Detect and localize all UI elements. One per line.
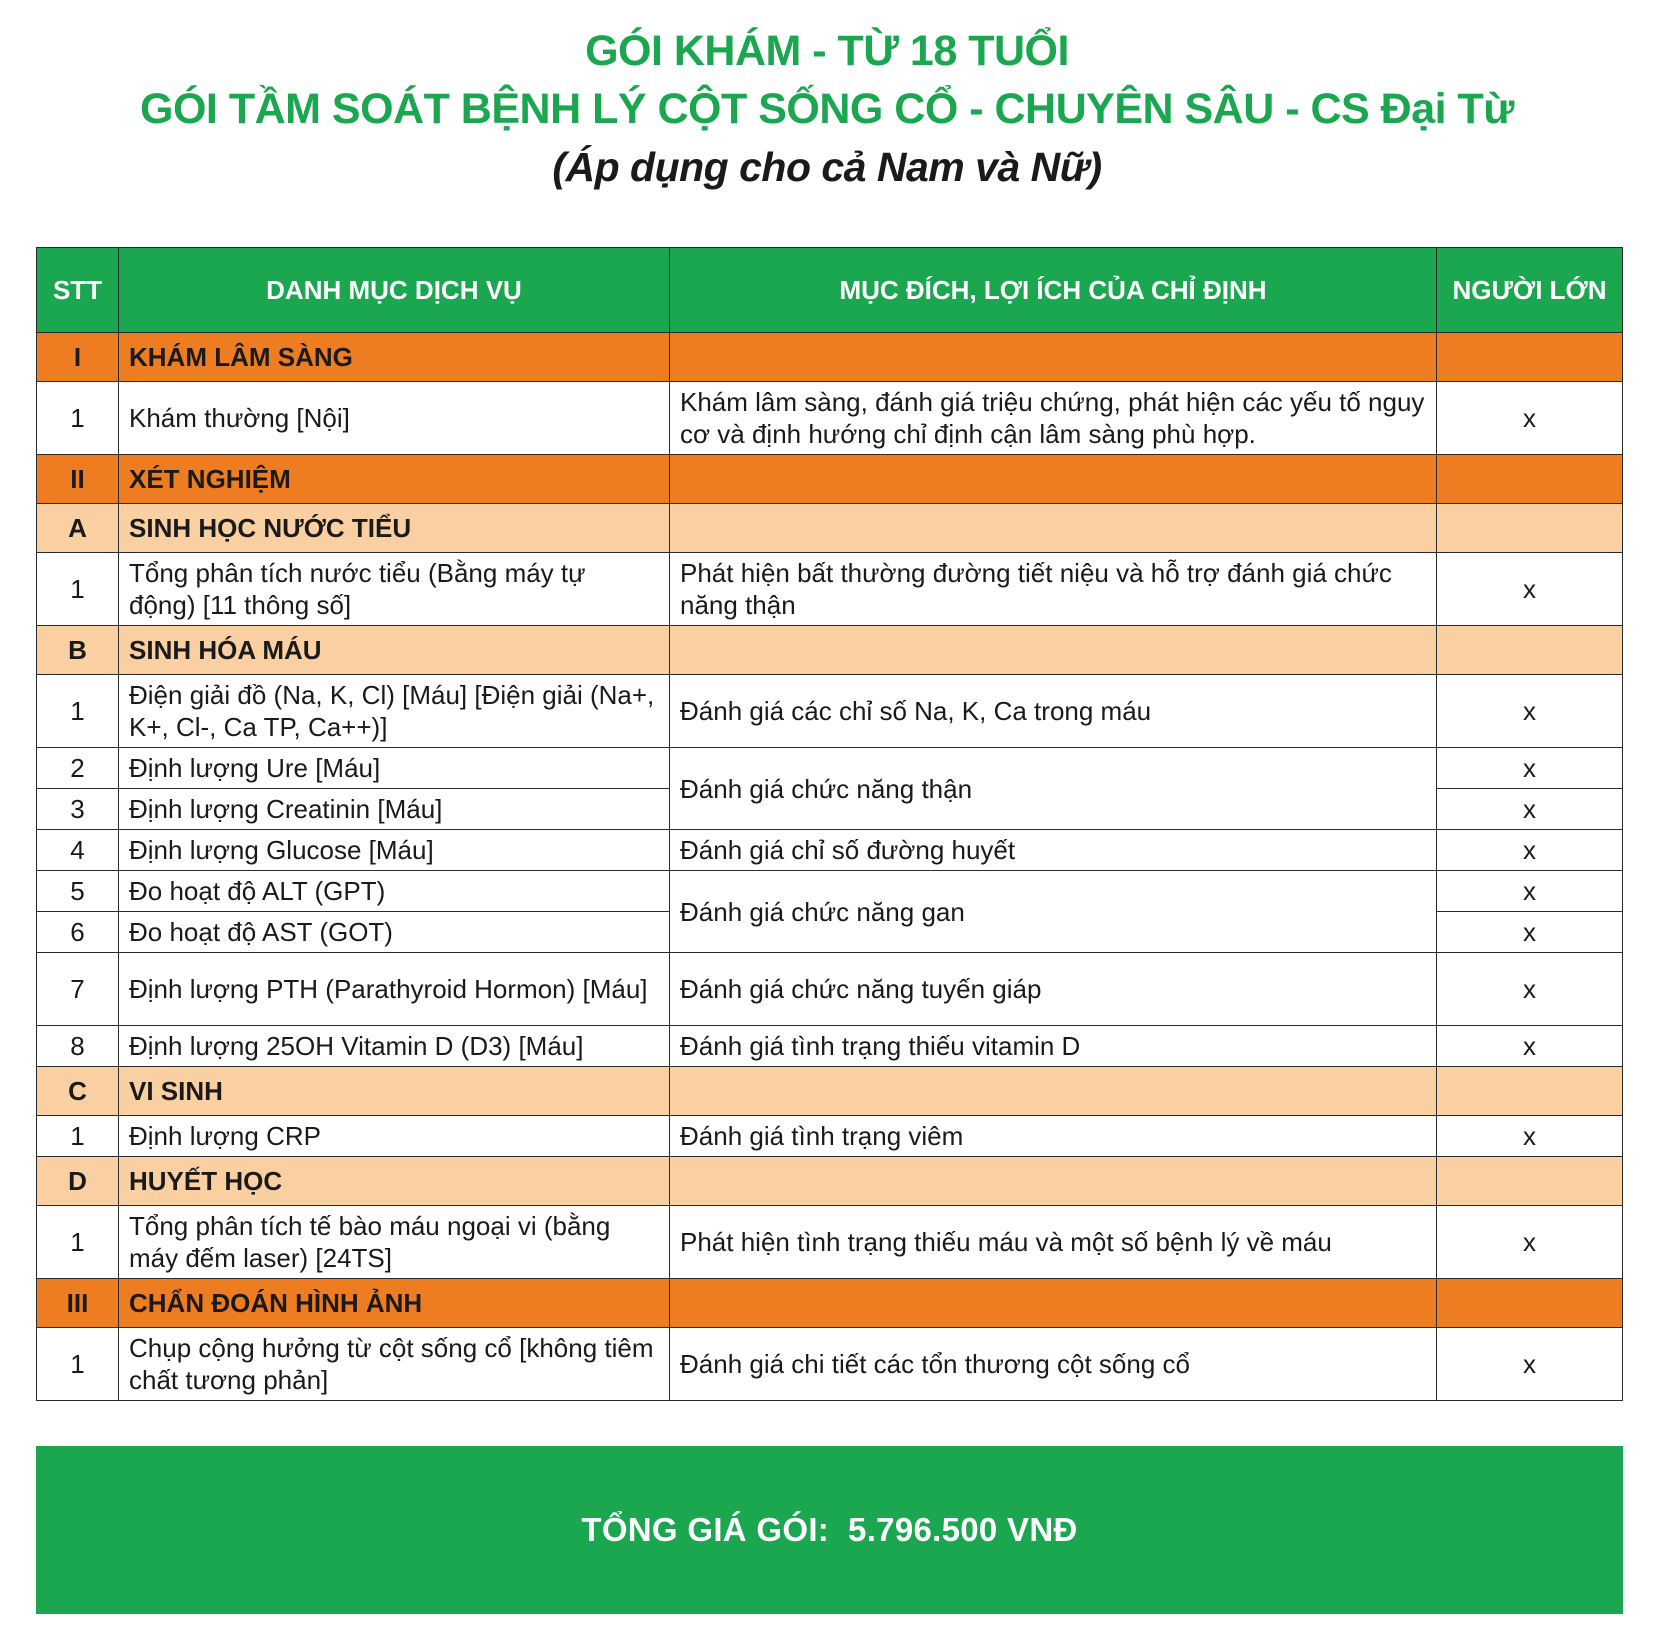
package-title: GÓI KHÁM - TỪ 18 TUỔI (585, 27, 1069, 75)
subsection-code: C (37, 1067, 119, 1116)
row-adult-mark: x (1437, 871, 1623, 912)
empty-cell (1437, 504, 1623, 553)
row-adult-mark: x (1437, 912, 1623, 953)
row-service: Tổng phân tích tế bào máu ngoại vi (bằng máy đếm laser) [24TS] (119, 1206, 670, 1279)
row-service: Định lượng CRP (119, 1116, 670, 1157)
row-purpose: Đánh giá chi tiết các tổn thương cột sống cổ (670, 1328, 1437, 1401)
subsection-label: SINH HÓA MÁU (119, 626, 670, 675)
empty-cell (670, 1157, 1437, 1206)
empty-cell (670, 333, 1437, 382)
table-row (37, 871, 1623, 912)
row-purpose: Đánh giá chức năng tuyến giáp (670, 953, 1437, 1026)
subsection-label: VI SINH (119, 1067, 670, 1116)
column-header-service: DANH MỤC DỊCH VỤ (119, 248, 670, 333)
row-purpose: Đánh giá các chỉ số Na, K, Ca trong máu (670, 675, 1437, 748)
page-header (0, 22, 1654, 196)
subsection-label: HUYẾT HỌC (119, 1157, 670, 1206)
row-adult-mark: x (1437, 382, 1623, 455)
row-service: Chụp cộng hưởng từ cột sống cổ [không tiêm chất tương phản] (119, 1328, 670, 1401)
section-code: II (37, 455, 119, 504)
empty-cell (670, 504, 1437, 553)
row-adult-mark: x (1437, 553, 1623, 626)
row-stt: 1 (37, 1116, 119, 1157)
total-price-bar (36, 1446, 1623, 1614)
row-purpose: Đánh giá chức năng thận (670, 748, 1437, 830)
table-row (37, 1026, 1623, 1067)
row-adult-mark: x (1437, 789, 1623, 830)
row-adult-mark: x (1437, 830, 1623, 871)
subsection-code: B (37, 626, 119, 675)
row-stt: 3 (37, 789, 119, 830)
row-stt: 1 (37, 675, 119, 748)
service-table (36, 247, 1623, 1401)
table-row (37, 830, 1623, 871)
row-service: Tổng phân tích nước tiểu (Bằng máy tự động) [11 thông số] (119, 553, 670, 626)
table-row (37, 953, 1623, 1026)
row-adult-mark: x (1437, 1206, 1623, 1279)
empty-cell (670, 455, 1437, 504)
row-adult-mark: x (1437, 748, 1623, 789)
subsection-row (37, 626, 1623, 675)
column-header-adult: NGƯỜI LỚN (1437, 248, 1623, 333)
total-label: TỔNG GIÁ GÓI: (581, 1511, 830, 1548)
empty-cell (1437, 1157, 1623, 1206)
row-stt: 5 (37, 871, 119, 912)
section-row (37, 455, 1623, 504)
package-subtitle: (Áp dụng cho cả Nam và Nữ) (552, 144, 1102, 190)
section-row (37, 1279, 1623, 1328)
subsection-row (37, 504, 1623, 553)
row-stt: 1 (37, 553, 119, 626)
row-stt: 1 (37, 1206, 119, 1279)
empty-cell (1437, 333, 1623, 382)
row-adult-mark: x (1437, 1026, 1623, 1067)
table-row (37, 1116, 1623, 1157)
row-service: Định lượng 25OH Vitamin D (D3) [Máu] (119, 1026, 670, 1067)
subsection-row (37, 1157, 1623, 1206)
row-service: Định lượng Glucose [Máu] (119, 830, 670, 871)
empty-cell (670, 1279, 1437, 1328)
subsection-code: A (37, 504, 119, 553)
row-stt: 2 (37, 748, 119, 789)
row-adult-mark: x (1437, 953, 1623, 1026)
section-label: CHẨN ĐOÁN HÌNH ẢNH (119, 1279, 670, 1328)
empty-cell (1437, 455, 1623, 504)
subsection-label: SINH HỌC NƯỚC TIỂU (119, 504, 670, 553)
row-service: Khám thường [Nội] (119, 382, 670, 455)
section-code: III (37, 1279, 119, 1328)
column-header-purpose: MỤC ĐÍCH, LỢI ÍCH CỦA CHỈ ĐỊNH (670, 248, 1437, 333)
row-stt: 7 (37, 953, 119, 1026)
empty-cell (1437, 1067, 1623, 1116)
table-row (37, 1206, 1623, 1279)
row-service: Đo hoạt độ AST (GOT) (119, 912, 670, 953)
column-header-stt: STT (37, 248, 119, 333)
row-purpose: Khám lâm sàng, đánh giá triệu chứng, phát hiện các yếu tố nguy cơ và định hướng chỉ định cận lâm sàng phù hợp. (670, 382, 1437, 455)
row-adult-mark: x (1437, 1328, 1623, 1401)
table-header-row (37, 248, 1623, 333)
row-purpose: Phát hiện bất thường đường tiết niệu và hỗ trợ đánh giá chức năng thận (670, 553, 1437, 626)
row-purpose: Đánh giá tình trạng viêm (670, 1116, 1437, 1157)
row-service: Định lượng Creatinin [Máu] (119, 789, 670, 830)
section-label: XÉT NGHIỆM (119, 455, 670, 504)
row-service: Định lượng PTH (Parathyroid Hormon) [Máu] (119, 953, 670, 1026)
empty-cell (670, 1067, 1437, 1116)
row-stt: 8 (37, 1026, 119, 1067)
table-row (37, 553, 1623, 626)
empty-cell (1437, 1279, 1623, 1328)
row-stt: 1 (37, 382, 119, 455)
empty-cell (1437, 626, 1623, 675)
row-stt: 6 (37, 912, 119, 953)
row-stt: 4 (37, 830, 119, 871)
package-name: GÓI TẦM SOÁT BỆNH LÝ CỘT SỐNG CỔ - CHUYÊN SÂU - CS Đại Từ (140, 85, 1514, 133)
subsection-row (37, 1067, 1623, 1116)
table-row (37, 382, 1623, 455)
table-row (37, 748, 1623, 789)
row-purpose: Đánh giá chỉ số đường huyết (670, 830, 1437, 871)
row-adult-mark: x (1437, 675, 1623, 748)
row-service: Đo hoạt độ ALT (GPT) (119, 871, 670, 912)
section-label: KHÁM LÂM SÀNG (119, 333, 670, 382)
row-adult-mark: x (1437, 1116, 1623, 1157)
section-row (37, 333, 1623, 382)
row-purpose: Phát hiện tình trạng thiếu máu và một số bệnh lý về máu (670, 1206, 1437, 1279)
subsection-code: D (37, 1157, 119, 1206)
row-service: Định lượng Ure [Máu] (119, 748, 670, 789)
row-service: Điện giải đồ (Na, K, Cl) [Máu] [Điện giải (Na+, K+, Cl-, Ca TP, Ca++)] (119, 675, 670, 748)
row-purpose: Đánh giá tình trạng thiếu vitamin D (670, 1026, 1437, 1067)
row-purpose: Đánh giá chức năng gan (670, 871, 1437, 953)
table-row (37, 675, 1623, 748)
row-stt: 1 (37, 1328, 119, 1401)
total-value: 5.796.500 VNĐ (848, 1511, 1078, 1548)
table-row (37, 1328, 1623, 1401)
section-code: I (37, 333, 119, 382)
empty-cell (670, 626, 1437, 675)
